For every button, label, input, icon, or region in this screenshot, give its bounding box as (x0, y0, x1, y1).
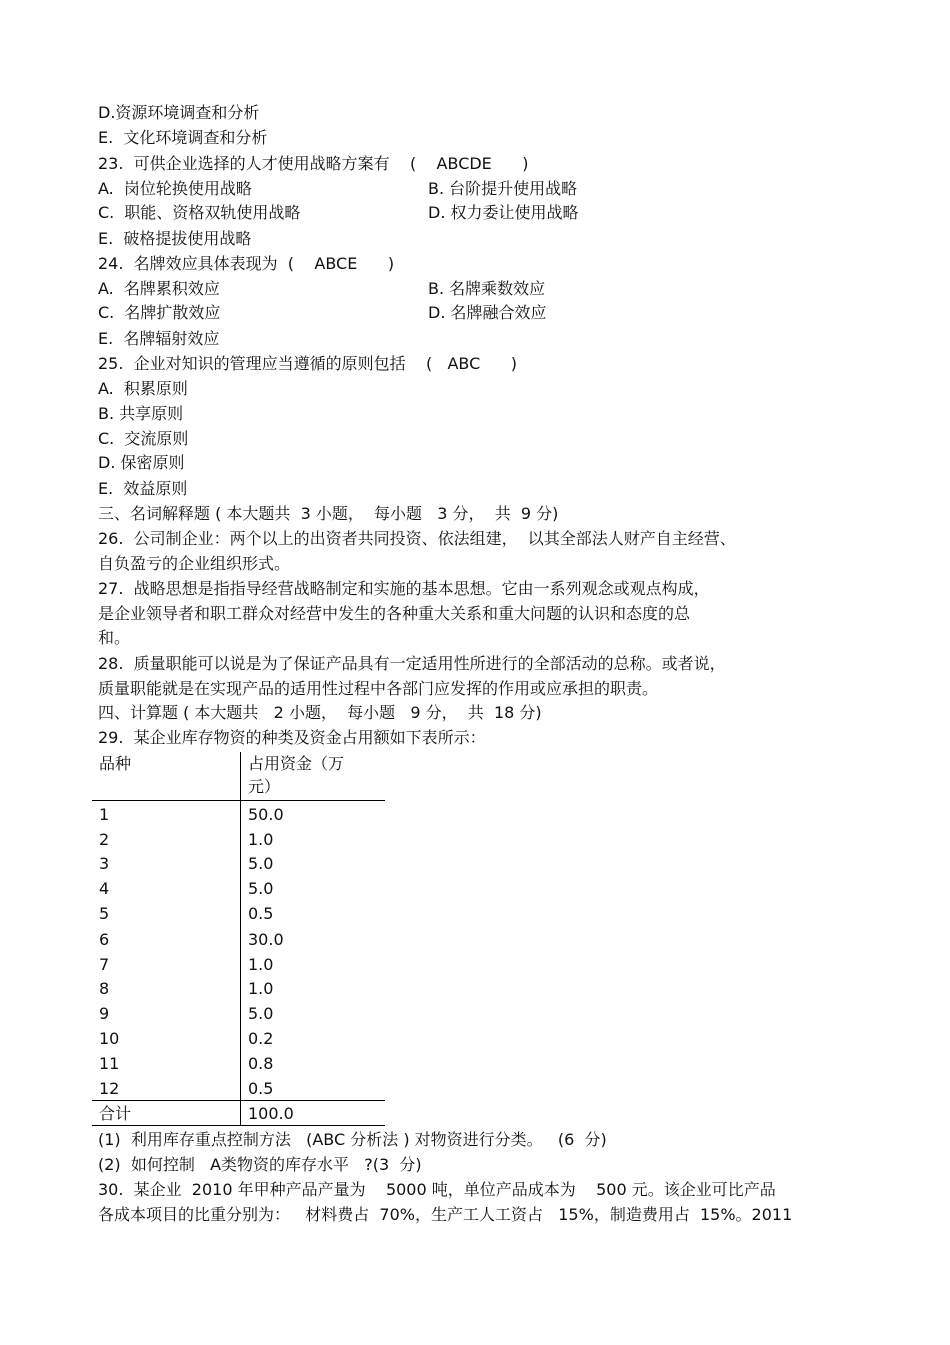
answer-27-line-2: 是企业领导者和职工群众对经营中发生的各种重大关系和重大问题的认识和态度的总 (98, 604, 691, 623)
question-25: 25. 企业对知识的管理应当遵循的原则包括 ( ABC ) (98, 354, 518, 373)
q23-option-b: B. 台阶提升使用战略 (428, 179, 578, 198)
table-row-variety: 1 (99, 805, 110, 824)
table-header-capital-unit: 元） (248, 777, 281, 796)
q24-option-c: C. 名牌扩散效应 (98, 303, 221, 322)
table-row-capital: 1.0 (248, 830, 274, 849)
q25-option-e: E. 效益原则 (98, 479, 188, 498)
table-total-rule (92, 1100, 385, 1101)
table-row-capital: 1.0 (248, 979, 274, 998)
q25-option-b: B. 共享原则 (98, 404, 184, 423)
q24-option-d: D. 名牌融合效应 (428, 303, 547, 322)
table-row-variety: 4 (99, 879, 110, 898)
question-30-line-1: 30. 某企业 2010 年甲种产品产量为 5000 吨，单位产品成本为 500 元。该企业可比产品 (98, 1180, 776, 1199)
table-total-value: 100.0 (248, 1104, 294, 1123)
answer-26-line-1: 26. 公司制企业：两个以上的出资者共同投资、依法组建， 以其全部法人财产自主经营、 (98, 529, 736, 548)
table-row-capital: 5.0 (248, 879, 274, 898)
table-row-capital: 5.0 (248, 1004, 274, 1023)
table-row-variety: 2 (99, 830, 110, 849)
question-30-line-2: 各成本项目的比重分别为： 材料费占 70%，生产工人工资占 15%，制造费用占 15%。2011 (98, 1205, 793, 1224)
question-23: 23. 可供企业选择的人才使用战略方案有 ( ABCDE ) (98, 154, 529, 173)
option-d-resource-env: D.资源环境调查和分析 (98, 103, 260, 122)
table-row-capital: 0.2 (248, 1029, 274, 1048)
answer-28-line-2: 质量职能就是在实现产品的适用性过程中各部门应发挥的作用或应承担的职责。 (98, 679, 659, 698)
answer-27-line-3: 和。 (98, 628, 131, 647)
table-row-capital: 0.5 (248, 1079, 274, 1098)
table-row-variety: 9 (99, 1004, 110, 1023)
q24-option-e: E. 名牌辐射效应 (98, 329, 220, 348)
answer-27-line-1: 27. 战略思想是指指导经营战略制定和实施的基本思想。它由一系列观念或观点构成， (98, 579, 710, 598)
option-e-culture-env: E. 文化环境调查和分析 (98, 128, 268, 147)
table-row-variety: 3 (99, 854, 110, 873)
q23-option-d: D. 权力委让使用战略 (428, 203, 579, 222)
section-3-heading: 三、名词解释题 ( 本大题共 3 小题， 每小题 3 分， 共 9 分) (98, 504, 559, 523)
table-header-capital: 占用资金（万 (248, 754, 345, 773)
question-24: 24. 名牌效应具体表现为 ( ABCE ) (98, 254, 395, 273)
q29-subquestion-1: (1) 利用库存重点控制方法 (ABC 分析法 ) 对物资进行分类。 (6 分) (98, 1130, 607, 1149)
table-row-capital: 50.0 (248, 805, 284, 824)
q25-option-d: D. 保密原则 (98, 453, 185, 472)
table-row-variety: 11 (99, 1054, 120, 1073)
table-row-variety: 5 (99, 904, 110, 923)
q25-option-a: A. 积累原则 (98, 379, 188, 398)
table-total-label: 合计 (99, 1104, 132, 1123)
table-row-capital: 30.0 (248, 930, 284, 949)
table-row-capital: 5.0 (248, 854, 274, 873)
q23-option-a: A. 岗位轮换使用战略 (98, 179, 252, 198)
table-column-divider (240, 752, 241, 1126)
table-row-capital: 1.0 (248, 955, 274, 974)
table-row-variety: 7 (99, 955, 110, 974)
q25-option-c: C. 交流原则 (98, 429, 189, 448)
table-row-variety: 6 (99, 930, 110, 949)
table-bottom-rule (92, 1125, 385, 1126)
answer-28-line-1: 28. 质量职能可以说是为了保证产品具有一定适用性所进行的全部活动的总称。或者说， (98, 654, 726, 673)
table-row-capital: 0.5 (248, 904, 274, 923)
q23-option-e: E. 破格提拔使用战略 (98, 229, 252, 248)
table-row-capital: 0.8 (248, 1054, 274, 1073)
table-header-rule (92, 800, 385, 801)
table-header-variety: 品种 (99, 754, 132, 773)
q29-subquestion-2: (2) 如何控制 A类物资的库存水平 ?(3 分) (98, 1155, 422, 1174)
q23-option-c: C. 职能、资格双轨使用战略 (98, 203, 301, 222)
q24-option-a: A. 名牌累积效应 (98, 279, 220, 298)
table-row-variety: 12 (99, 1079, 120, 1098)
table-row-variety: 10 (99, 1029, 120, 1048)
q24-option-b: B. 名牌乘数效应 (428, 279, 546, 298)
question-29: 29. 某企业库存物资的种类及资金占用额如下表所示： (98, 728, 486, 747)
answer-26-line-2: 自负盈亏的企业组织形式。 (98, 554, 291, 573)
table-row-variety: 8 (99, 979, 110, 998)
section-4-heading: 四、计算题 ( 本大题共 2 小题， 每小题 9 分， 共 18 分) (98, 703, 542, 722)
